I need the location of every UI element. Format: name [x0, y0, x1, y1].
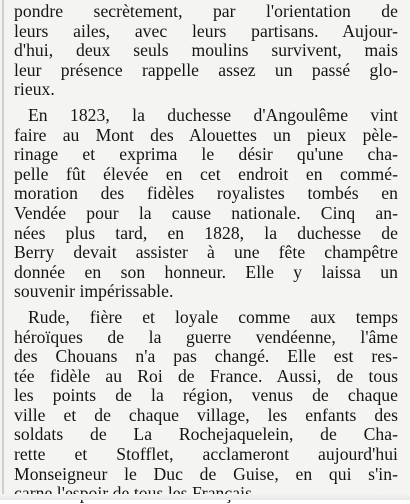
paragraph-line: pondre secrètement, par l'orientation de [14, 1, 398, 21]
paragraph-line: souvenir impérissable. [14, 281, 174, 302]
paragraph-line: Berry devait assister à une fête champêtre [14, 242, 398, 263]
text-column [14, 2, 398, 504]
paragraph-2 [14, 106, 398, 302]
paragraph-line: rinage et exprima le désir qu'une cha- [14, 144, 398, 165]
paragraph-line: soldats de La Rochejaquelein, de Cha- [14, 424, 398, 445]
paragraph-line: Rude, fière et loyale comme aux temps [28, 306, 398, 327]
paragraph-line: rieux. [14, 79, 55, 100]
paragraph-line: les points de la région, venus de chaque [14, 385, 398, 406]
paragraph-line: En 1823, la duchesse d'Angoulême vint [28, 104, 398, 125]
paragraph-line: héroïques de la guerre vendéenne, l'âme [14, 326, 398, 347]
paragraph-line: Monseigneur le Duc de Guise, en qui s'in- [14, 463, 398, 484]
paragraph-line: Vendée pour la cause nationale. Cinq an- [14, 202, 398, 223]
paragraph-line: moration des fidèles royalistes tombés en [14, 183, 398, 204]
page-edge-bottom [0, 494, 410, 500]
paragraph-line: leur présence rappelle assez un passé glo- [14, 59, 398, 80]
paragraph-line: d'hui, deux seuls moulins survivent, mais [14, 40, 398, 61]
paragraph-line: pelle fût élevée en cet endroit en commé- [14, 163, 398, 184]
paragraph-line: faire au Mont des Alouettes un pieux pèle- [14, 124, 398, 145]
paragraph-line: tée fidèle au Roi de France. Aussi, de tous [14, 365, 398, 386]
paragraph-3 [14, 308, 398, 504]
paragraph-line: leurs ailes, avec leurs partisans. Aujour- [14, 20, 398, 41]
paragraph-line: ville et de chaque village, les enfants des [14, 404, 398, 425]
page-edge-left [2, 0, 4, 500]
paragraph-1 [14, 2, 398, 100]
paragraph-line: des Chouans n'a pas changé. Elle est res- [14, 346, 398, 367]
paragraph-line: rette et Stofflet, acclameront aujourd'hui [14, 444, 398, 465]
paragraph-line: nées plus tard, en 1828, la duchesse de [14, 222, 398, 243]
paragraph-line: donnée en son honneur. Elle y laissa un [14, 261, 398, 282]
